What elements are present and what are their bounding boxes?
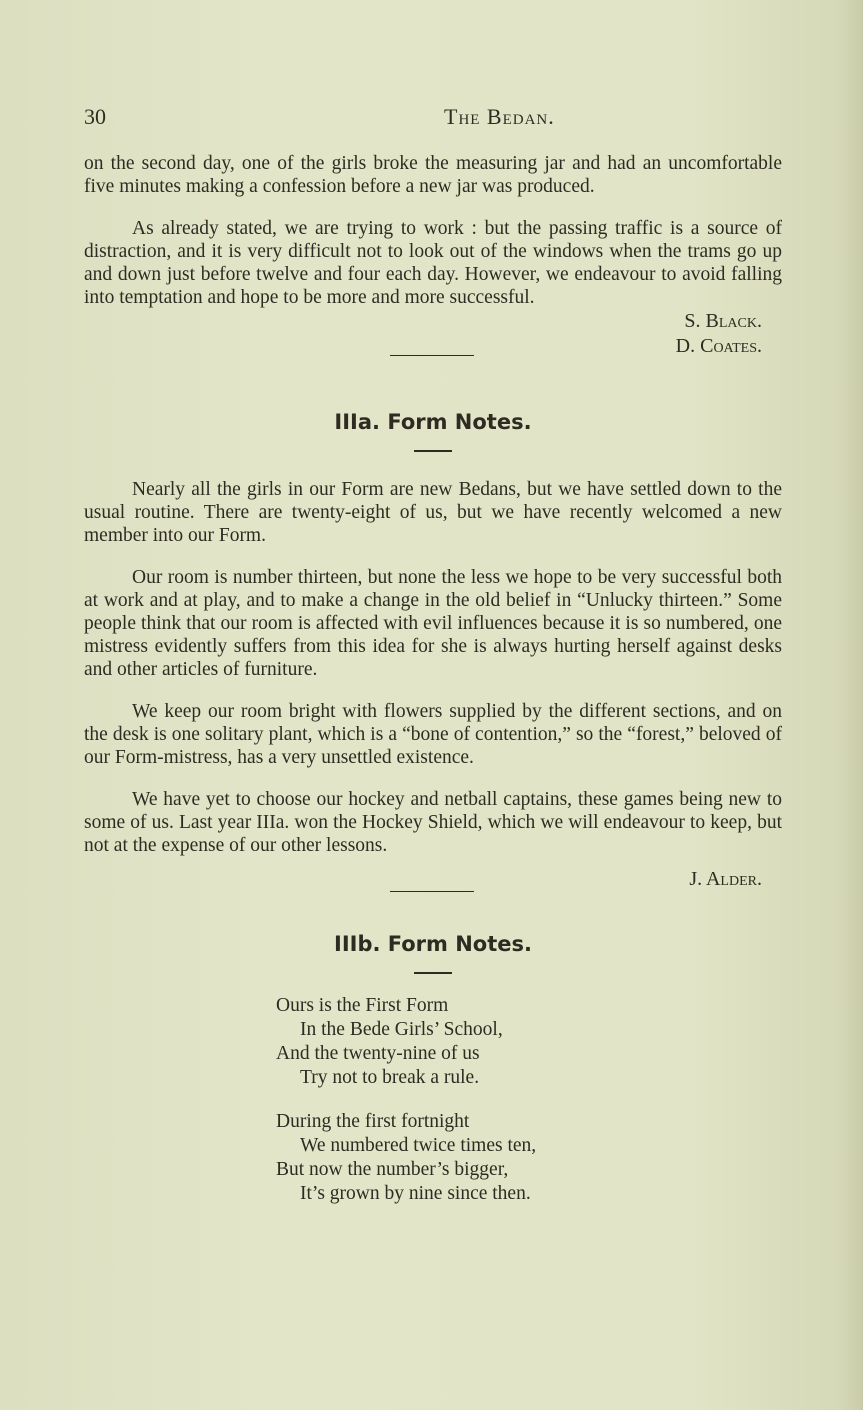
form-notes-paragraph: Our room is number thirteen, but none the less we hope to be very successful both at work and at play, and to make a change in the old belief in “Unlucky thirteen.” Some people think that our room is affected with evil influences because it is so numbered, one mistress evidently suffers from this idea for she is always hurting herself against desks and other articles of furniture. xyxy=(84,567,782,680)
form-notes-paragraph: We have yet to choose our hockey and netball captains, these games being new to some of us. Last year IIIa. won the Hockey Shield, which we will endeavour to keep, but not at the expense of our other lessons. xyxy=(84,789,782,856)
form-notes-paragraph: We keep our room bright with flowers supplied by the different sections, and on the desk is one solitary plant, which is a “bone of contention,” so the “forest,” beloved of our Form-mistress, has a very unsettled existence. xyxy=(84,701,782,768)
poem-line: And the twenty-nine of us xyxy=(276,1043,480,1064)
page-number: 30 xyxy=(84,104,106,129)
section-divider xyxy=(390,891,474,892)
signature: S. Black. xyxy=(684,310,762,332)
running-title: The Bedan. xyxy=(444,104,555,129)
signature-block xyxy=(84,309,782,359)
poem-line: Try not to break a rule. xyxy=(300,1067,480,1088)
poem-line: But now the number’s bigger, xyxy=(276,1159,509,1180)
poem xyxy=(276,994,782,1206)
poem-line: We numbered twice times ten, xyxy=(300,1135,537,1156)
poem-line: In the Bede Girls’ School, xyxy=(300,1019,503,1040)
form-notes-paragraph: Nearly all the girls in our Form are new Bedans, but we have settled down to the usual routine. There are twenty-eight of us, but we have recently welcomed a new member into our Form. xyxy=(84,479,782,546)
poem-line: Ours is the First Form xyxy=(276,995,449,1016)
poem-line: During the first fortnight xyxy=(276,1111,470,1132)
section-divider xyxy=(390,355,474,356)
continued-paragraph: on the second day, one of the girls broke the measuring jar and had an uncomfortable five minutes making a confession before a new jar was produced. xyxy=(84,153,782,197)
continued-paragraph: As already stated, we are trying to work : but the passing traffic is a source of distraction, and it is very difficult not to look out of the windows when the trams go up and down just before twelve and four each day. However, we endeavour to avoid falling into temptation and hope to be more and more successful. xyxy=(84,218,782,308)
section-heading: IIIa. Form Notes. xyxy=(334,410,532,434)
signature: D. Coates. xyxy=(675,335,762,357)
poem-line: It’s grown by nine since then. xyxy=(300,1183,531,1204)
signature: J. Alder. xyxy=(689,868,762,890)
page-content xyxy=(84,152,782,1206)
section-heading: IIIb. Form Notes. xyxy=(334,932,532,956)
signature-block xyxy=(84,857,782,890)
page-header xyxy=(84,104,784,134)
